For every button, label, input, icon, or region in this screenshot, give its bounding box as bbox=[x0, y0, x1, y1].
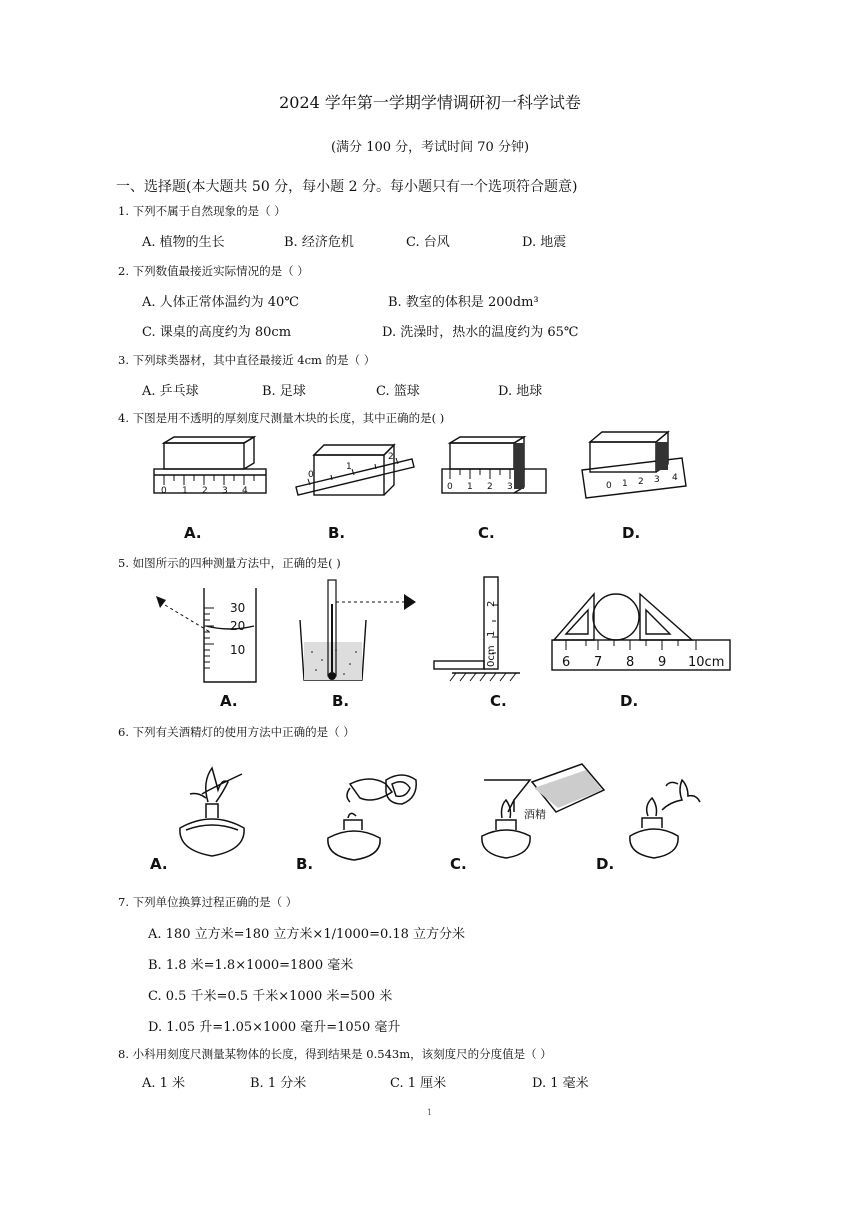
q7-option-c: C. 0.5 千米=0.5 千米×1000 米=500 米 bbox=[148, 989, 393, 1004]
q8-option-a: A. 1 米 bbox=[142, 1076, 186, 1091]
q4-figure-a bbox=[150, 437, 270, 497]
q2-option-a: A. 人体正常体温约为 40℃ bbox=[142, 295, 299, 310]
q5c-tick-2: 2 bbox=[486, 600, 497, 607]
q5-figure-c bbox=[432, 575, 522, 690]
q3-option-c: C. 篮球 bbox=[376, 384, 420, 399]
q7-option-a: A. 180 立方米=180 立方米×1/1000=0.18 立方分米 bbox=[148, 927, 466, 942]
section-heading: 一、选择题(本大题共 50 分，每小题 2 分。每小题只有一个选项符合题意) bbox=[116, 179, 578, 195]
q4-label-d: D. bbox=[622, 524, 641, 542]
q1-option-c: C. 台风 bbox=[406, 235, 450, 250]
q2-option-b: B. 教室的体积是 200dm³ bbox=[388, 295, 539, 310]
question-1-stem: 1. 下列不属于自然现象的是（ ） bbox=[118, 204, 286, 218]
q3-option-b: B. 足球 bbox=[262, 384, 306, 399]
q5d-tick-9: 9 bbox=[658, 655, 667, 670]
q4c-tick-0: 0 bbox=[447, 482, 453, 492]
q5-figure-b bbox=[292, 580, 422, 690]
q5a-tick-10: 10 bbox=[230, 643, 246, 657]
page-number: 1 bbox=[427, 1108, 433, 1117]
q4b-tick-0: 0 bbox=[308, 470, 314, 480]
q6-figure-a bbox=[172, 764, 262, 864]
q5d-tick-10cm: 10cm bbox=[688, 655, 725, 670]
question-7-stem: 7. 下列单位换算过程正确的是（ ） bbox=[118, 895, 298, 909]
q4d-tick-1: 1 bbox=[622, 479, 628, 489]
q1-option-b: B. 经济危机 bbox=[284, 235, 354, 250]
q2-option-d: D. 洗澡时，热水的温度约为 65℃ bbox=[382, 325, 579, 340]
q6-label-d: D. bbox=[596, 855, 615, 873]
q5a-tick-30: 30 bbox=[230, 601, 246, 615]
q8-option-c: C. 1 厘米 bbox=[390, 1076, 447, 1091]
q4a-tick-1: 1 bbox=[182, 486, 188, 496]
q5-figure-a bbox=[150, 588, 260, 688]
question-5-stem: 5. 如图所示的四种测量方法中，正确的是( ) bbox=[118, 556, 341, 570]
q7-option-d: D. 1.05 升=1.05×1000 毫升=1050 毫升 bbox=[148, 1020, 401, 1035]
q2-option-c: C. 课桌的高度约为 80cm bbox=[142, 325, 292, 340]
q3-option-a: A. 乒乓球 bbox=[142, 384, 199, 399]
q4a-tick-0: 0 bbox=[161, 486, 167, 496]
q4a-tick-2: 2 bbox=[202, 486, 208, 496]
q4-label-a: A. bbox=[184, 524, 202, 542]
q4c-tick-3: 3 bbox=[507, 482, 513, 492]
q4-figure-b bbox=[296, 437, 416, 502]
q4d-tick-3: 3 bbox=[654, 475, 660, 485]
q4d-tick-0: 0 bbox=[606, 481, 612, 491]
q6-figure-d bbox=[622, 770, 712, 865]
q4a-tick-3: 3 bbox=[222, 486, 228, 496]
q6-label-c: C. bbox=[450, 855, 467, 873]
q4d-tick-2: 2 bbox=[638, 477, 644, 487]
question-2-stem: 2. 下列数值最接近实际情况的是（ ） bbox=[118, 264, 309, 278]
q4c-tick-1: 1 bbox=[467, 482, 473, 492]
q4b-tick-1: 1 bbox=[346, 462, 352, 472]
q5-figure-d bbox=[550, 590, 735, 680]
q4a-tick-4: 4 bbox=[242, 486, 248, 496]
q3-option-d: D. 地球 bbox=[498, 384, 543, 399]
q5-label-d: D. bbox=[620, 692, 639, 710]
q8-option-d: D. 1 毫米 bbox=[532, 1076, 589, 1091]
exam-subtitle: (满分 100 分，考试时间 70 分钟) bbox=[330, 140, 530, 155]
q6c-alcohol-label: 酒精 bbox=[524, 808, 546, 821]
q1-option-a: A. 植物的生长 bbox=[142, 235, 225, 250]
question-3-stem: 3. 下列球类器材，其中直径最接近 4cm 的是（ ） bbox=[118, 353, 376, 367]
q4-figure-d bbox=[580, 430, 690, 500]
exam-title: 2024 学年第一学期学情调研初一科学试卷 bbox=[279, 93, 581, 112]
q4-label-b: B. bbox=[328, 524, 346, 542]
question-4-stem: 4. 下图是用不透明的厚刻度尺测量木块的长度，其中正确的是( ) bbox=[118, 411, 445, 425]
q5c-tick-0: 0cm bbox=[486, 645, 497, 667]
q6-figure-b bbox=[320, 770, 430, 865]
q5-label-b: B. bbox=[332, 692, 350, 710]
question-8-stem: 8. 小科用刻度尺测量某物体的长度，得到结果是 0.543m，该刻度尺的分度值是（ ） bbox=[118, 1047, 552, 1061]
q6-figure-c bbox=[474, 760, 624, 865]
q4-figure-c bbox=[442, 437, 552, 497]
q5-label-c: C. bbox=[490, 692, 507, 710]
q5c-tick-1: 1 bbox=[486, 630, 497, 637]
q5d-tick-8: 8 bbox=[626, 655, 635, 670]
q1-option-d: D. 地震 bbox=[522, 235, 567, 250]
question-6-stem: 6. 下列有关酒精灯的使用方法中正确的是（ ） bbox=[118, 725, 355, 739]
q4d-tick-4: 4 bbox=[672, 473, 678, 483]
q7-option-b: B. 1.8 米=1.8×1000=1800 毫米 bbox=[148, 958, 354, 973]
q6-label-a: A. bbox=[150, 855, 168, 873]
q5d-tick-7: 7 bbox=[594, 655, 603, 670]
q6-label-b: B. bbox=[296, 855, 314, 873]
q5d-tick-6: 6 bbox=[562, 655, 571, 670]
q4c-tick-2: 2 bbox=[487, 482, 493, 492]
q5-label-a: A. bbox=[220, 692, 238, 710]
q8-option-b: B. 1 分米 bbox=[250, 1076, 307, 1091]
q4b-tick-2: 2 bbox=[388, 452, 394, 462]
q5a-tick-20: 20 bbox=[230, 619, 246, 633]
q4-label-c: C. bbox=[478, 524, 495, 542]
